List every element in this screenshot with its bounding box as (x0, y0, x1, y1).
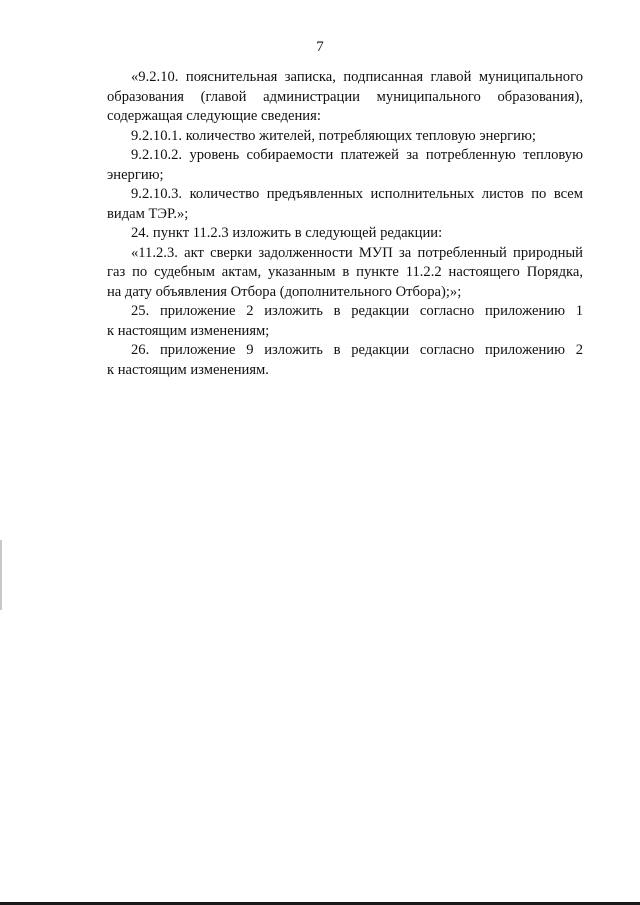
text-line: «9.2.10. пояснительная записка, подписанная главой муниципального (131, 69, 583, 85)
paragraph-9-2-10-2 (107, 146, 583, 185)
page-number: 7 (316, 39, 324, 55)
text-line: содержащая следующие сведения: (107, 108, 321, 124)
text-line: 26. приложение 9 изложить в редакции согласно приложению 2 (131, 342, 583, 358)
paragraph-25 (107, 302, 583, 341)
text-line: 9.2.10.3. количество предъявленных исполнительных листов по всем (131, 186, 583, 202)
paragraph-9-2-10-1 (107, 127, 583, 147)
text-line: к настоящим изменениям; (107, 322, 270, 339)
paragraph-9-2-10 (107, 68, 583, 127)
text-line: видам ТЭР.»; (107, 205, 189, 222)
text-line: 9.2.10.1. количество жителей, потребляющих тепловую энергию; (131, 127, 536, 144)
paragraph-9-2-10-3 (107, 185, 583, 224)
text-line: 9.2.10.2. уровень собираемости платежей за потребленную тепловую (131, 147, 583, 163)
document-body (107, 68, 583, 380)
text-line: образования (главой администрации муниципального образования), (107, 88, 583, 105)
scan-edge-mark (0, 540, 2, 610)
text-line: энергию; (107, 166, 164, 183)
text-line: газ по судебным актам, указанным в пункте 11.2.2 настоящего Порядка, (107, 264, 583, 280)
text-line: 24. пункт 11.2.3 изложить в следующей редакции: (131, 225, 443, 241)
paragraph-26 (107, 341, 583, 380)
text-line: «11.2.3. акт сверки задолженности МУП за потребленный природный (131, 244, 583, 261)
text-line: к настоящим изменениям. (107, 361, 269, 378)
text-line: на дату объявления Отбора (дополнительного Отбора);»; (107, 283, 462, 300)
paragraph-24 (107, 224, 583, 244)
text-line: 25. приложение 2 изложить в редакции согласно приложению 1 (131, 303, 583, 319)
paragraph-11-2-3 (107, 244, 583, 303)
